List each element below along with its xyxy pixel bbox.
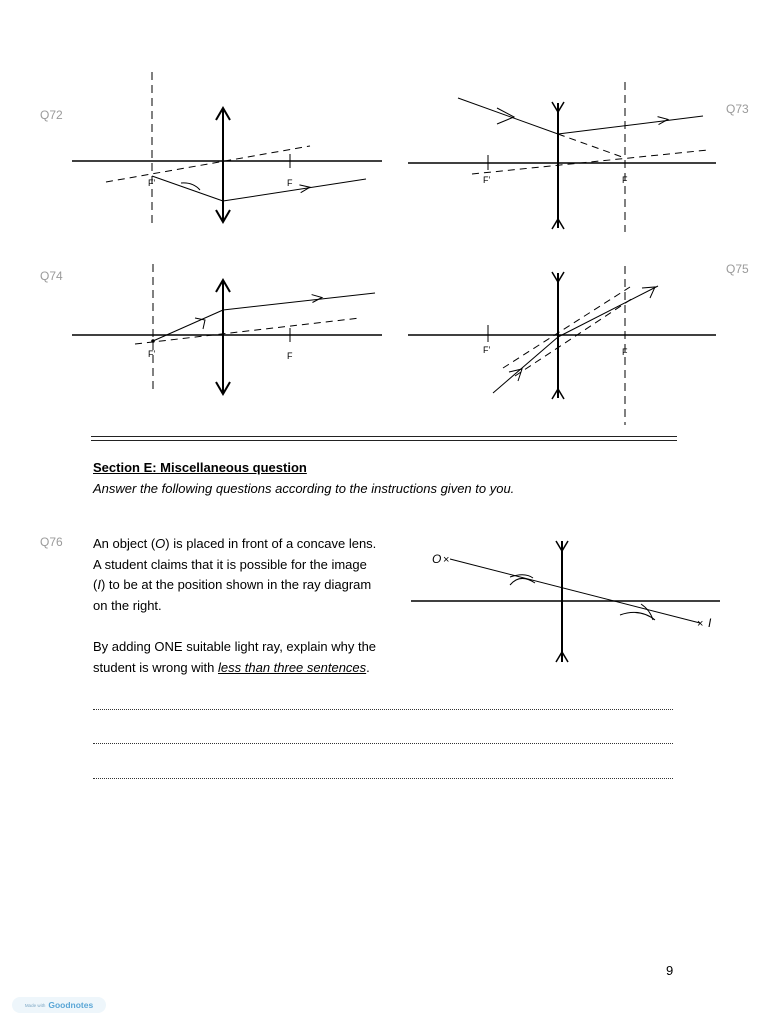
- focal-point-f-prime: F’: [148, 349, 156, 359]
- page-number: 9: [666, 963, 674, 978]
- focal-point-f: F: [287, 178, 293, 188]
- focal-point-f: F: [622, 347, 628, 357]
- q76-line-3: (I) to be at the position shown in the ray diagram: [93, 577, 372, 593]
- object-label: O: [432, 552, 442, 566]
- section-divider: [91, 436, 677, 441]
- badge-made-with: Made with: [24, 1002, 46, 1008]
- section-title: Section E: Miscellaneous question: [93, 460, 307, 475]
- object-marker: ×: [443, 554, 450, 566]
- focal-point-f: F: [287, 351, 293, 361]
- answer-line-1[interactable]: [93, 709, 673, 710]
- q72-ray-diagram: [0, 0, 400, 240]
- question-label-q74: Q74: [40, 269, 63, 283]
- q76-ray-diagram: [400, 530, 730, 670]
- focal-point-f-prime: F’: [483, 175, 491, 185]
- answer-line-3[interactable]: [93, 778, 673, 779]
- image-marker: ×: [697, 618, 704, 630]
- q76-question-text: [93, 534, 408, 678]
- q76-line-4: on the right.: [93, 598, 162, 614]
- question-label-q76: Q76: [40, 535, 63, 549]
- q76-line-1: An object (O) is placed in front of a concave lens.: [93, 536, 377, 551]
- q76-line-2: A student claims that it is possible for the image: [93, 556, 367, 572]
- image-label: I: [708, 616, 712, 630]
- question-label-q72: Q72: [40, 108, 63, 122]
- question-label-q75: Q75: [726, 262, 749, 276]
- question-label-q73: Q73: [726, 102, 749, 116]
- section-instruction: Answer the following questions according to the instructions given to you.: [93, 481, 515, 496]
- focal-point-f-prime: F’: [148, 178, 156, 188]
- q75-ray-diagram: [400, 240, 768, 430]
- focal-point-f: F: [622, 175, 628, 185]
- q73-ray-diagram: [400, 0, 768, 240]
- answer-line-2[interactable]: [93, 743, 673, 744]
- badge-brand: Goodnotes: [48, 1000, 94, 1010]
- q76-line-6: student is wrong with less than three sentences.: [93, 659, 370, 675]
- focal-point-f-prime: F’: [483, 345, 491, 355]
- q74-ray-diagram: [0, 240, 400, 410]
- q76-line-5: By adding ONE suitable light ray, explain why the: [93, 638, 377, 654]
- made-with-goodnotes-badge[interactable]: [12, 997, 106, 1013]
